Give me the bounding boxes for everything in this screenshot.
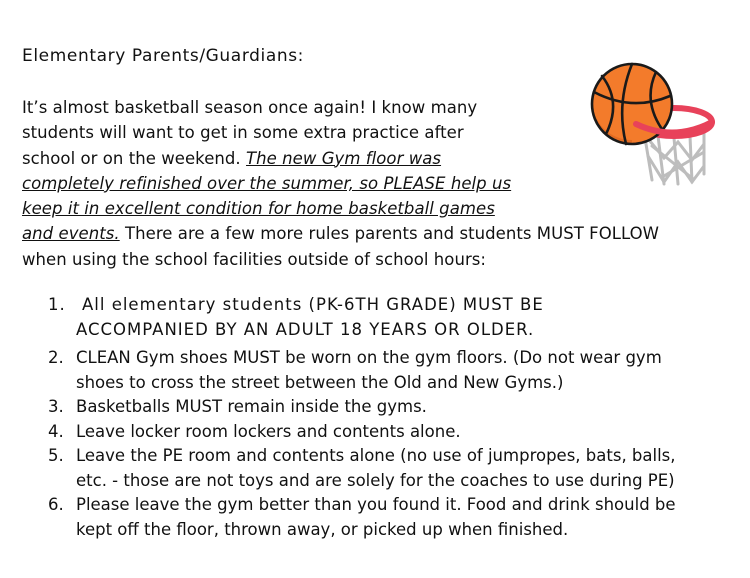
rule-text: Leave locker room lockers and contents alone. (76, 421, 461, 441)
intro-line: when using the school facilities outside of school hours: (22, 249, 487, 269)
rule-number: 5. (48, 446, 64, 465)
rule-text: CLEAN Gym shoes MUST be worn on the gym floors. (Do not wear gym (76, 348, 662, 367)
intro-text: school or on the weekend. (22, 148, 247, 168)
intro-line: students will want to get in some extra practice after (22, 123, 464, 143)
rule-number: 2. (48, 348, 64, 367)
rules-list (0, 292, 750, 542)
rule-item (0, 292, 750, 342)
intro-line: It’s almost basketball season once again! I know many (22, 98, 478, 117)
emphasis-line: completely refinished over the summer, so PLEASE help us (22, 173, 512, 193)
intro-text: There are a few more rules parents and students MUST FOLLOW (119, 224, 660, 244)
rule-text: Please leave the gym better than you found it. Food and drink should be (76, 495, 676, 514)
intro-line (22, 221, 734, 246)
rule-item (0, 444, 750, 493)
rule-number: 4. (48, 421, 64, 441)
rule-item (0, 420, 750, 445)
rule-item (0, 395, 750, 420)
emphasis-text: The new Gym floor was (246, 148, 442, 168)
rule-number: 6. (48, 495, 64, 514)
emphasis-text: and events. (22, 224, 120, 244)
rule-text: shoes to cross the street between the Old and New Gyms.) (76, 372, 564, 392)
rule-text: etc. - those are not toys and are solely for the coaches to use during PE) (76, 470, 675, 490)
rule-text: ACCOMPANIED BY AN ADULT 18 YEARS OR OLDER. (76, 320, 535, 339)
rule-text: kept off the floor, thrown away, or picked up when finished. (76, 519, 569, 539)
rule-item (0, 346, 750, 395)
greeting-heading: Elementary Parents/Guardians: (22, 46, 305, 66)
rule-number: 1. (48, 295, 66, 314)
rule-text: Basketballs MUST remain inside the gyms. (76, 397, 427, 416)
emphasis-line: keep it in excellent condition for home basketball games (22, 199, 495, 219)
rule-text: Leave the PE room and contents alone (no use of jumpropes, bats, balls, (76, 446, 676, 465)
rule-text: All elementary students (PK-6TH GRADE) MUST BE (82, 295, 544, 314)
rule-number: 3. (48, 397, 64, 416)
basketball-hoop-icon (586, 62, 716, 192)
rule-item (0, 493, 750, 542)
